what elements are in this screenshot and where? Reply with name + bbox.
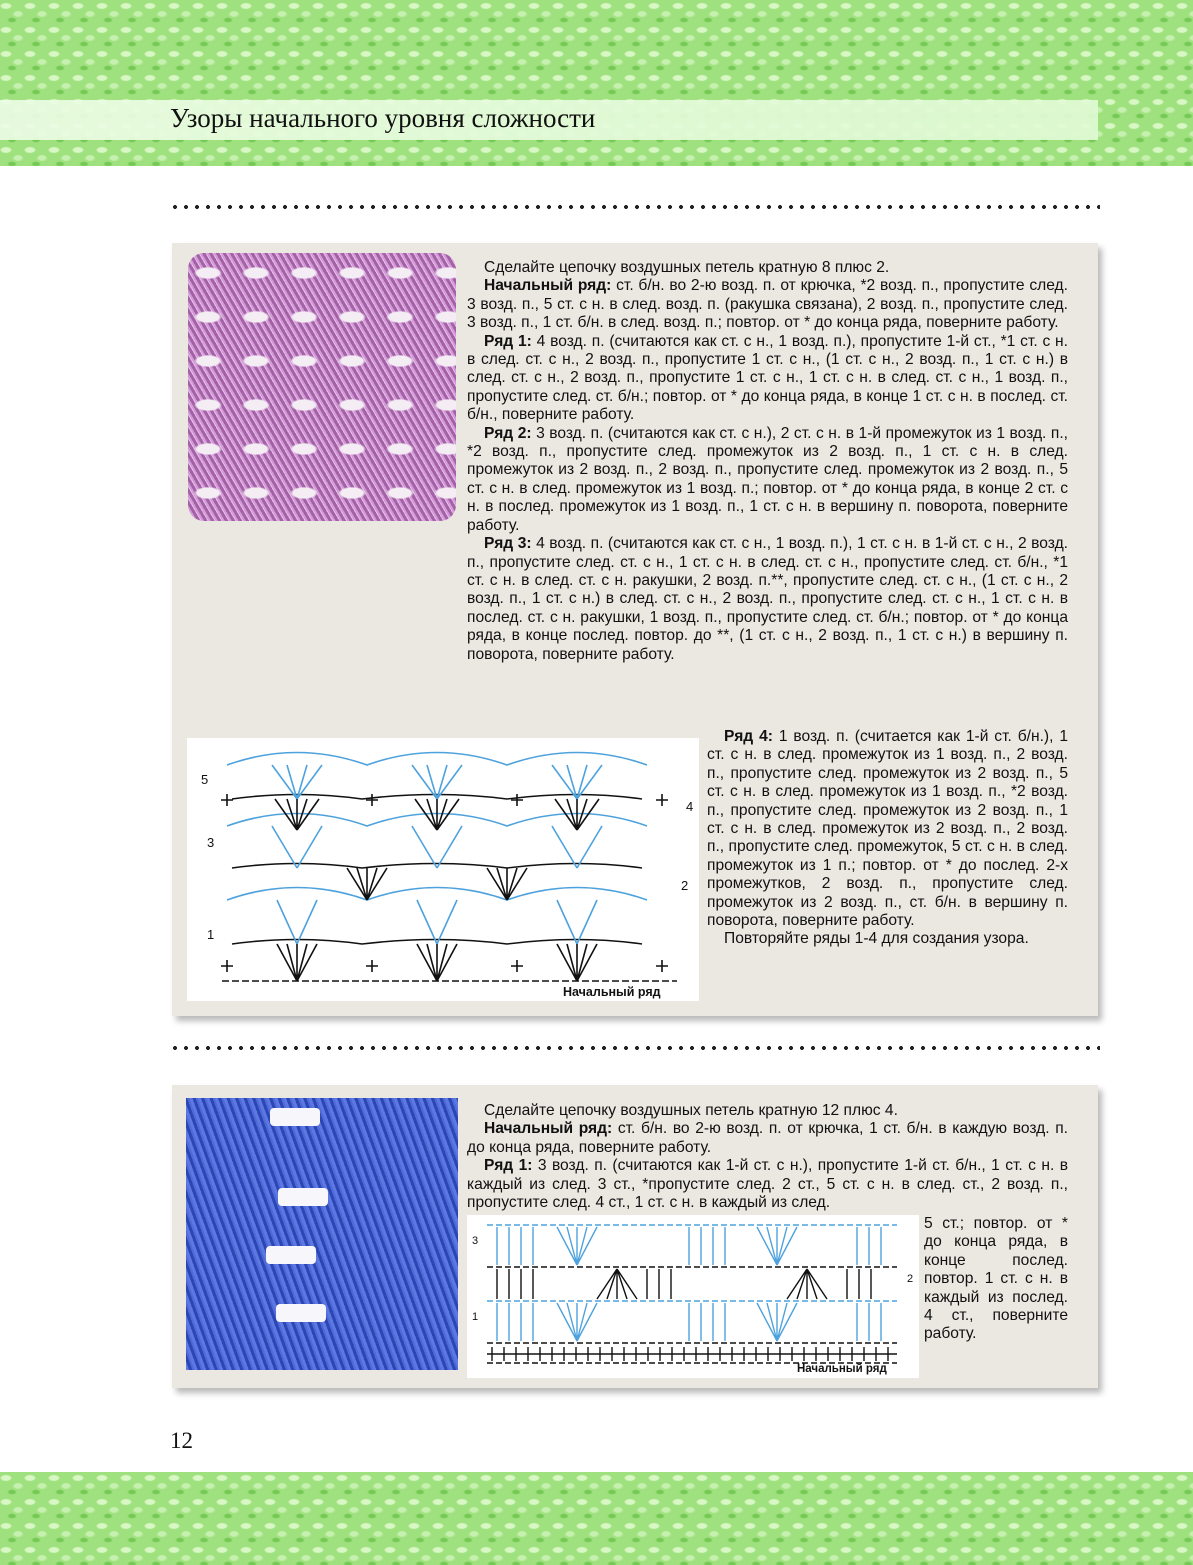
pattern-1-row-1: [467, 333, 1068, 425]
pattern-1-intro: Сделайте цепочку воздушных петель кратную 8 плюс 2.: [484, 259, 890, 276]
start-row-label: Начальный ряд:: [484, 1120, 613, 1138]
start-row-text: ст. б/н. во 2-ю возд. п. от крючка, *2 возд. п., пропустите след. 3 возд. п., 5 ст. с н. в след. возд. п. (ракушка связана), 2 возд. п., пропустите след. 3 возд. п., 1 ст. б/н. в след. возд. п.; повтор. от * до конца ряда, поверните работу.: [467, 277, 1068, 332]
row-1-label: Ряд 1:: [484, 1157, 533, 1175]
pattern-1-instructions-cont: [707, 728, 1068, 949]
row-3-label: Ряд 3:: [484, 535, 532, 553]
row-3-text: 4 возд. п. (считаются как ст. с н., 1 возд. п.), 1 ст. с н. в 1-й ст. с н., 2 возд. п., пропустите след. ст. с н., 1 ст. с н. в след. ст. с н., пропустите след. ст. б/н., *1 ст. с н. в след. ст. с н. ракушки, 2 возд. п.**, пропустите след. ст. с н., (1 ст. с н., 2 возд. п., 1 ст. с н.) в след. ст. с н., 2 возд. п., пропустите след. ст. с н., 1 ст. с н. в послед. ст. с н. ракушки, 1 возд. п., пропустите след. ст. б/н.; повтор. от * до конца ряда, в конце послед. повтор. до **, (1 ст. с н., 2 возд. п., 1 ст. с н.) в вершину п. поворота, поверните работу.: [467, 535, 1069, 663]
pattern-1-row-2: [467, 425, 1068, 535]
pattern-2-instructions: [467, 1102, 1068, 1212]
photo-gap: [266, 1246, 316, 1264]
pattern-2-row-1: [467, 1157, 1068, 1212]
photo-gap: [278, 1188, 328, 1206]
pattern-1-row-4: [707, 728, 1068, 930]
footer-knit-band: [0, 1472, 1193, 1565]
diagram-row-2: 2: [681, 878, 689, 893]
photo-gap: [270, 1108, 320, 1126]
diagram-row-4: 4: [686, 799, 694, 814]
page-number: 12: [170, 1428, 193, 1453]
photo-gap: [276, 1304, 326, 1322]
row-4-text: 1 возд. п. (считается как 1-й ст. б/н.), 1 ст. с н. в след. промежуток из 1 возд. п., 2 возд. п., пропустите след. промежуток из 2 возд. п., 5 ст. с н. в след. промежуток из 1 возд. п., *2 возд. п., пропустите след. промежуток из 2 возд. п., 1 ст. с н. в след. промежуток из 2 возд. п., 2 возд. п., пропустите след. промежуток, 5 ст. с н. в след. промежуток из 1 п.; повтор. от * до послед. 2-х промежутков, 2 возд. п., пропустите след. промежуток из 2 возд. п., ст. б/н. в вершину п. поворота, поверните работу.: [707, 728, 1069, 930]
pattern-2-diagram: [467, 1215, 919, 1378]
pattern-1-start-row: [467, 277, 1068, 332]
start-row-text: ст. б/н. во 2-ю возд. п. от крючка, 1 ст. б/н. в каждую возд. п. до конца ряда, поверните работу.: [467, 1120, 1068, 1156]
diagram-row-3: 3: [472, 1235, 479, 1247]
header-knit-band: [0, 0, 1193, 166]
row-1-text: 4 возд. п. (считаются как ст. с н., 1 возд. п.), пропустите 1-й ст., *1 ст. с н. в след. ст. с н., 2 возд. п., пропустите 1 ст. с н., (1 ст. с н., 2 возд. п., 1 ст. с н.) в след. ст. с н., 2 возд. п., пропустите 1 ст. с н., 1 ст. с н. в след. ст. с н., 1 возд. п., пропустите след. ст. б/н.; повтор. от * до конца ряда, в конце 1 ст. с н. в послед. ст. б/н., поверните работу.: [467, 332, 1069, 424]
start-row-label: Начальный ряд:: [484, 277, 612, 295]
pattern-1-diagram: [187, 738, 699, 1001]
dotted-divider: [172, 204, 1100, 210]
pattern-2-diagram-label: Начальный ряд: [797, 1363, 887, 1375]
row-2-text: 3 возд. п. (считаются как ст. с н.), 2 ст. с н. в 1-й промежуток из 1 возд. п., *2 возд. п., пропустите след. промежуток из 2 возд. п., 1 ст. с н. в след. промежуток из 2 возд. п., 2 возд. п., пропустите след. промежуток из 2 возд. п., 5 ст. с н. в след. промежуток из 1 возд. п.; повтор. от * до конца ряда, в конце 2 ст. с н. в послед. промежуток из 1 возд. п., 1 ст. с н. в вершину п. поворота, поверните работу.: [467, 424, 1069, 534]
pattern-2-start-row: [467, 1120, 1068, 1157]
diagram-row-3: 3: [207, 835, 215, 850]
row-2-label: Ряд 2:: [484, 424, 532, 442]
diagram-row-2: 2: [907, 1273, 914, 1285]
pattern-1-chart-svg: [187, 738, 699, 1001]
row-1-text: 3 возд. п. (считаются как 1-й ст. с н.), пропустите 1-й ст. б/н., 1 ст. с н. в каждый из след. 3 ст., *пропустите след. 2 ст., 5 ст. с н. в след. ст., 2 возд. п., пропустите след. 4 ст., 1 ст. с н. в каждый из след.: [467, 1157, 1068, 1212]
pattern-2-intro: Сделайте цепочку воздушных петель кратную 12 плюс 4.: [484, 1102, 898, 1119]
pattern-2-chart-svg: [467, 1215, 919, 1378]
row-1-label: Ряд 1:: [484, 332, 532, 350]
diagram-row-1: 1: [472, 1311, 479, 1323]
pattern-1-row-3: [467, 535, 1068, 664]
pattern-2-photo: [186, 1098, 458, 1370]
pattern-1-repeat: Повторяйте ряды 1-4 для создания узора.: [724, 930, 1029, 948]
pattern-1-instructions: [467, 259, 1068, 664]
pattern-2-row-1-cont: 5 ст.; повтор. от * до конца ряда, в конце послед. повтор. 1 ст. с н. в каждый из послед. 4 ст., поверните работу.: [924, 1215, 1068, 1343]
row-4-label: Ряд 4:: [724, 728, 773, 745]
diagram-row-5: 5: [201, 772, 209, 787]
pattern-1-diagram-label: Начальный ряд: [563, 985, 661, 999]
pattern-1-photo: [188, 253, 456, 521]
dotted-divider-2: [172, 1045, 1100, 1051]
pattern-2-instructions-cont: [924, 1215, 1068, 1344]
page-title: Узоры начального уровня сложности: [170, 103, 596, 133]
diagram-row-1: 1: [207, 927, 215, 942]
